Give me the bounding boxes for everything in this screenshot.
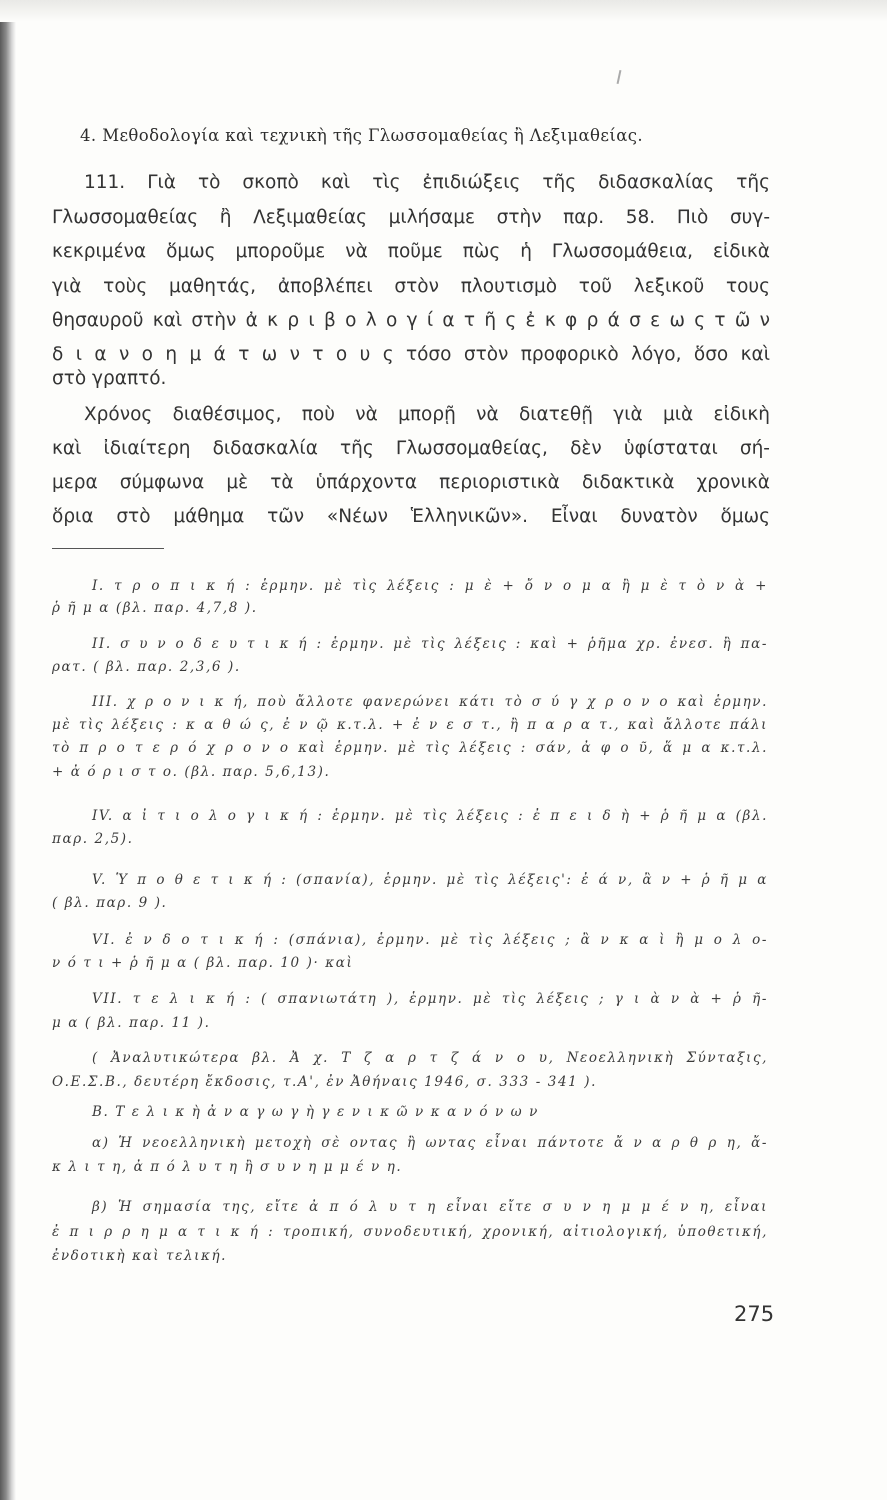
- footnote-line: Ο.Ε.Σ.Β., δευτέρη ἔκδοσις, τ.Α', ἐν Ἀθήναις 1946, σ. 333 - 341 ).: [52, 1074, 597, 1090]
- scan-binding-shadow: [0, 0, 16, 1500]
- footnote-line: V. Ὑ π ο θ ε τ ι κ ή : (σπανία), ἑρμην. μὲ τὶς λέξεις': ἐ ά ν, ἂ ν + ῥ ῆ μ α: [92, 872, 768, 888]
- body-line: ὅρια στὸ μάθημα τῶν «Νέων Ἑλληνικῶν». Εἶναι δυνατὸν ὅμως: [52, 506, 770, 527]
- body-line: Χρόνος διαθέσιμος, ποὺ νὰ μπορῇ νὰ διατεθῇ γιὰ μιὰ εἰδικὴ: [84, 404, 770, 425]
- footnote-line: VI. ἐ ν δ ο τ ι κ ή : (σπάνια), ἑρμην. μὲ τὶς λέξεις ; ἂ ν κ α ὶ ἢ μ ο λ ο-: [92, 932, 768, 948]
- scan-top-shadow: [0, 0, 887, 22]
- body-line: Γλωσσομαθείας ἢ Λεξιμαθείας μιλήσαμε στὴν παρ. 58. Πιὸ συγ-: [52, 207, 770, 228]
- footnote-line: ΙΙΙ. χ ρ ο ν ι κ ή, ποὺ ἄλλοτε φανερώνει κάτι τὸ σ ύ γ χ ρ ο ν ο καὶ ἑρμην.: [92, 694, 768, 710]
- footnote-line: ρατ. ( βλ. παρ. 2,3,6 ).: [52, 659, 241, 675]
- page-number: 275: [734, 1302, 775, 1326]
- footnote-line: Ι. τ ρ ο π ι κ ή : ἑρμην. μὲ τὶς λέξεις : μ ὲ + ὄ ν ο μ α ἢ μ ὲ τ ὸ ν ὰ +: [92, 578, 768, 594]
- body-line: 111. Γιὰ τὸ σκοπὸ καὶ τὶς ἐπιδιώξεις τῆς διδασκαλίας τῆς: [84, 172, 770, 193]
- footnote-line: ἐνδοτικὴ καὶ τελική.: [52, 1248, 228, 1264]
- footnote-separator: [52, 548, 164, 549]
- footnote-line: τὸ π ρ ο τ ε ρ ό χ ρ ο ν ο καὶ ἑρμην. μὲ τὶς λέξεις : σάν, ἀ φ ο ῦ, ἅ μ α κ.τ.λ.: [52, 740, 768, 756]
- footnote-line: ΙΙ. σ υ ν ο δ ε υ τ ι κ ή : ἑρμην. μὲ τὶς λέξεις : καὶ + ῥῆμα χρ. ἐνεσ. ἢ πα-: [92, 636, 768, 652]
- scan-mark: [617, 70, 622, 84]
- footnote-line: α) Ἡ νεοελληνικὴ μετοχὴ σὲ οντας ἢ ωντας εἶναι πάντοτε ἄ ν α ρ θ ρ η, ἄ-: [92, 1135, 768, 1151]
- body-line: μερα σύμφωνα μὲ τὰ ὑπάρχοντα περιοριστικὰ διδακτικὰ χρονικὰ: [52, 472, 770, 493]
- body-line: δ ι α ν ο η μ ά τ ω ν τ ο υ ς τόσο στὸν προφορικὸ λόγο, ὅσο καὶ: [52, 344, 770, 365]
- footnote-line: μ α ( βλ. παρ. 11 ).: [52, 1015, 211, 1031]
- footnote-line: + ἀ ό ρ ι σ τ ο. (βλ. παρ. 5,6,13).: [52, 764, 331, 780]
- body-line: καὶ ἰδιαίτερη διδασκαλία τῆς Γλωσσομαθείας, δὲν ὑφίσταται σή-: [52, 438, 770, 459]
- body-line: θησαυροῦ καὶ στὴν ἀ κ ρ ι β ο λ ο γ ί α τ ῆ ς ἐ κ φ ρ ά σ ε ω ς τ ῶ ν: [52, 310, 770, 331]
- footnote-line: Β. Τ ε λ ι κ ὴ ἀ ν α γ ω γ ὴ γ ε ν ι κ ῶ ν κ α ν ό ν ω ν: [92, 1104, 539, 1120]
- body-line: στὸ γραπτό.: [52, 368, 167, 389]
- footnote-line: ν ό τ ι + ῥ ῆ μ α ( βλ. παρ. 10 )· καὶ: [52, 955, 354, 971]
- footnote-line: IV. α ἰ τ ι ο λ ο γ ι κ ή : ἑρμην. μὲ τὶς λέξεις : ἐ π ε ι δ ὴ + ῥ ῆ μ α (βλ.: [92, 808, 768, 824]
- footnote-line: VII. τ ε λ ι κ ή : ( σπανιωτάτη ), ἑρμην. μὲ τὶς λέξεις ; γ ι ὰ ν ὰ + ῥ ῆ-: [92, 991, 768, 1007]
- section-heading: 4. Μεθοδολογία καὶ τεχνικὴ τῆς Γλωσσομαθείας ἢ Λεξιμαθείας.: [80, 126, 644, 145]
- footnote-line: ( βλ. παρ. 9 ).: [52, 895, 168, 911]
- footnote-line: κ λ ι τ η, ἀ π ό λ υ τ η ἢ σ υ ν η μ μ έ ν η.: [52, 1159, 403, 1175]
- footnote-line: ῥ ῆ μ α (βλ. παρ. 4,7,8 ).: [52, 600, 258, 616]
- footnote-line: παρ. 2,5).: [52, 831, 134, 847]
- body-line: γιὰ τοὺς μαθητάς, ἀποβλέπει στὸν πλουτισμὸ τοῦ λεξικοῦ τους: [52, 276, 770, 297]
- footnote-line: μὲ τὶς λέξεις : κ α θ ώ ς, ἐ ν ῷ κ.τ.λ. + ἐ ν ε σ τ., ἢ π α ρ α τ., καὶ ἄλλοτε πάλι: [52, 717, 768, 733]
- footnote-line: ( Ἀναλυτικώτερα βλ. Ἀ χ. Τ ζ α ρ τ ζ ά ν ο υ, Νεοελληνικὴ Σύνταξις,: [92, 1050, 768, 1066]
- body-line: κεκριμένα ὅμως μποροῦμε νὰ ποῦμε πὼς ἡ Γλωσσομάθεια, εἰδικὰ: [52, 241, 770, 262]
- footnote-line: β) Ἡ σημασία της, εἴτε ἀ π ό λ υ τ η εἶναι εἴτε σ υ ν η μ μ έ ν η, εἶναι: [92, 1199, 768, 1215]
- footnote-line: ἐ π ι ρ ρ η μ α τ ι κ ή : τροπική, συνοδευτική, χρονική, αἰτιολογική, ὑποθετική,: [52, 1224, 768, 1240]
